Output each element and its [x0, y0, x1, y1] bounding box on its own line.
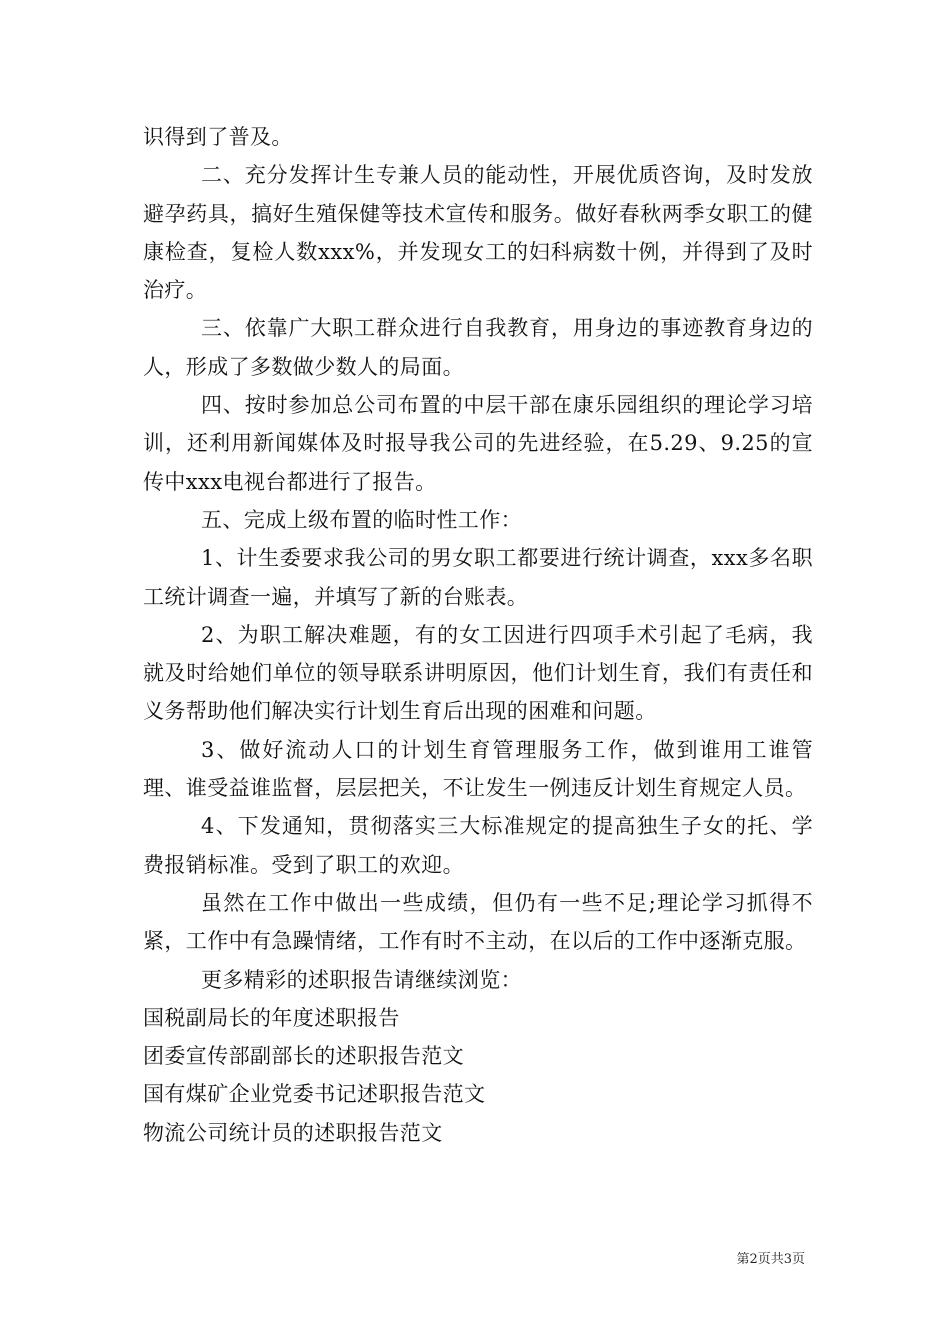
paragraph-item-5: 五、完成上级布置的临时性工作：: [201, 507, 522, 532]
paragraph-subitem-2: 2、为职工解决难题，有的女工因进行四项手术引起了毛病，我就及时给她们单位的领导联系讲明原因，他们计划生育，我们有责任和义务帮助他们解决实行计划生育后出现的困难和问题。: [143, 622, 813, 724]
related-link-2[interactable]: 团委宣传部副部长的述职报告范文: [143, 1044, 464, 1069]
paragraph-subitem-4: 4、下发通知，贯彻落实三大标准规定的提高独生子女的托、学费报销标准。受到了职工的欢迎。: [143, 814, 813, 877]
paragraph-subitem-1: 1、计生委要求我公司的男女职工都要进行统计调查，xxx多名职工统计调查一遍，并填写了新的台账表。: [143, 546, 813, 609]
paragraph-continuation: 识得到了普及。: [143, 125, 293, 149]
document-body: [143, 118, 813, 1152]
related-link-4[interactable]: 物流公司统计员的述职报告范文: [143, 1120, 443, 1145]
paragraph-item-2: 二、充分发挥计生专兼人员的能动性，开展优质咨询，及时发放避孕药具，搞好生殖保健等技术宣传和服务。做好春秋两季女职工的健康检查，复检人数xxx%，并发现女工的妇科病数十例，并得到了及时治疗。: [143, 163, 813, 303]
paragraph-subitem-3: 3、做好流动人口的计划生育管理服务工作，做到谁用工谁管理、谁受益谁监督，层层把关，不让发生一例违反计划生育规定人员。: [143, 737, 813, 801]
paragraph-conclusion: 虽然在工作中做出一些成绩，但仍有一些不足;理论学习抓得不紧，工作中有急躁情绪，工作有时不主动，在以后的工作中逐渐克服。: [143, 890, 813, 954]
related-link-3[interactable]: 国有煤矿企业党委书记述职报告范文: [143, 1082, 486, 1107]
related-link-1[interactable]: 国税副局长的年度述职报告: [143, 1005, 400, 1030]
paragraph-item-4: 四、按时参加总公司布置的中层干部在康乐园组织的理论学习培训，还利用新闻媒体及时报导我公司的先进经验，在5.29、9.25的宣传中xxx电视台都进行了报告。: [143, 393, 813, 494]
more-reports-heading: 更多精彩的述职报告请继续浏览：: [201, 967, 522, 992]
paragraph-item-3: 三、依靠广大职工群众进行自我教育，用身边的事迹教育身边的人，形成了多数做少数人的局面。: [143, 316, 813, 379]
page-number-footer: 第2页共3页: [736, 1252, 805, 1267]
